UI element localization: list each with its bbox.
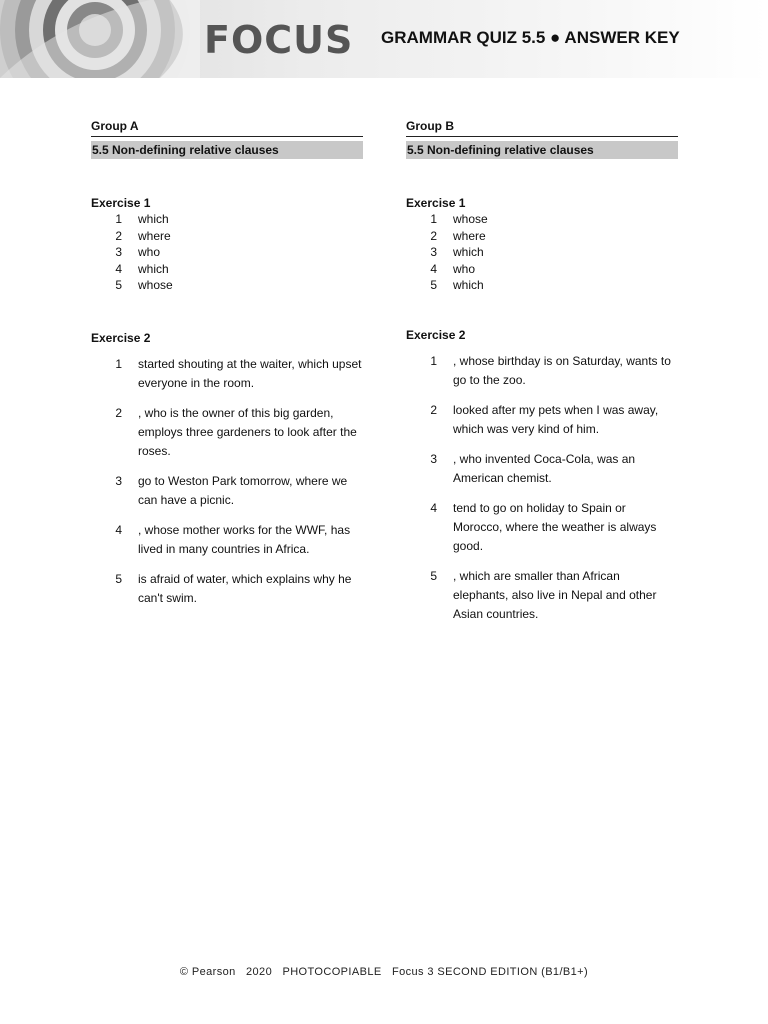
list-item — [406, 244, 678, 261]
list-item — [91, 570, 363, 608]
item-number: 5 — [430, 568, 437, 583]
group-a-label: Group A — [91, 118, 363, 137]
item-number: 5 — [430, 278, 437, 292]
group-a-exercise2-list — [91, 355, 363, 608]
item-number: 3 — [115, 473, 122, 488]
answer-text: who — [453, 261, 476, 276]
answer-text: which — [138, 261, 169, 276]
answer-text: which — [138, 212, 169, 226]
group-b-exercise2-list — [406, 352, 678, 624]
item-number: 1 — [430, 212, 437, 226]
list-item — [91, 261, 363, 278]
list-item — [406, 401, 678, 439]
answer-text: whose — [138, 278, 173, 292]
group-b-exercise1-list — [406, 211, 678, 294]
group-b-section-title: 5.5 Non-defining relative clauses — [406, 141, 678, 159]
page-footer: © Pearson 2020 PHOTOCOPIABLE Focus 3 SECOND EDITION (B1/B1+) — [179, 966, 589, 978]
list-item — [91, 228, 363, 245]
group-b-column — [406, 118, 678, 635]
group-a-exercise1-list — [91, 211, 363, 294]
item-number: 2 — [115, 228, 122, 243]
answer-text: where — [453, 228, 486, 243]
item-number: 4 — [430, 261, 437, 276]
list-item — [406, 352, 678, 390]
item-number: 5 — [115, 571, 122, 586]
list-item — [91, 472, 363, 510]
item-number: 4 — [115, 522, 122, 537]
group-b-exercise1-heading: Exercise 1 — [406, 196, 466, 210]
list-item — [406, 277, 678, 294]
item-number: 1 — [115, 212, 122, 226]
group-b-label: Group B — [406, 118, 678, 137]
swirl-logo-graphic — [0, 0, 200, 78]
item-number: 1 — [115, 356, 122, 371]
item-number: 4 — [115, 261, 122, 276]
list-item — [91, 404, 363, 461]
brand-logo-text: FOCUS — [204, 18, 354, 62]
item-number: 5 — [115, 278, 122, 292]
item-number: 3 — [430, 451, 437, 466]
item-number: 2 — [430, 228, 437, 243]
list-item — [91, 211, 363, 228]
list-item — [406, 499, 678, 556]
list-item — [91, 244, 363, 261]
group-a-exercise2-heading: Exercise 2 — [91, 330, 151, 345]
answer-text: which — [453, 278, 484, 292]
list-item — [91, 355, 363, 393]
list-item — [91, 277, 363, 294]
item-number: 3 — [430, 245, 437, 259]
answer-text: , whose mother works for the WWF, has lived in many countries in Africa. — [138, 522, 351, 556]
item-number: 1 — [430, 353, 437, 368]
list-item — [406, 228, 678, 245]
answer-text: which — [453, 245, 484, 259]
group-a-exercise1-heading: Exercise 1 — [91, 196, 151, 210]
answer-text: is afraid of water, which explains why he can't swim. — [138, 571, 352, 605]
list-item — [406, 211, 678, 228]
item-number: 2 — [115, 405, 122, 420]
answer-text: , who is the owner of this big garden, employs three gardeners to look after the roses. — [138, 405, 357, 458]
item-number: 2 — [430, 402, 437, 417]
group-b-exercise2-heading: Exercise 2 — [406, 327, 466, 342]
page-header — [0, 0, 768, 78]
answer-text: looked after my pets when I was away, which was very kind of him. — [453, 402, 659, 436]
item-number: 4 — [430, 500, 437, 515]
answer-text: where — [138, 228, 171, 243]
answer-text: , which are smaller than African elephants, also live in Nepal and other Asian countries. — [453, 568, 657, 621]
group-a-section-title: 5.5 Non-defining relative clauses — [91, 141, 363, 159]
list-item — [406, 567, 678, 624]
group-a-column — [91, 118, 363, 619]
page-title: GRAMMAR QUIZ 5.5 ● ANSWER KEY — [381, 28, 680, 47]
item-number: 3 — [115, 245, 122, 259]
list-item — [91, 521, 363, 559]
answer-text: who — [138, 245, 161, 259]
list-item — [406, 450, 678, 488]
list-item — [406, 261, 678, 278]
answer-text: , who invented Coca-Cola, was an American chemist. — [453, 451, 636, 485]
answer-text: tend to go on holiday to Spain or Morocco, where the weather is always good. — [453, 500, 657, 553]
answer-text: go to Weston Park tomorrow, where we can have a picnic. — [138, 473, 348, 507]
answer-text: started shouting at the waiter, which upset everyone in the room. — [138, 356, 362, 390]
answer-text: whose — [453, 212, 488, 226]
answer-text: , whose birthday is on Saturday, wants to go to the zoo. — [453, 353, 671, 387]
